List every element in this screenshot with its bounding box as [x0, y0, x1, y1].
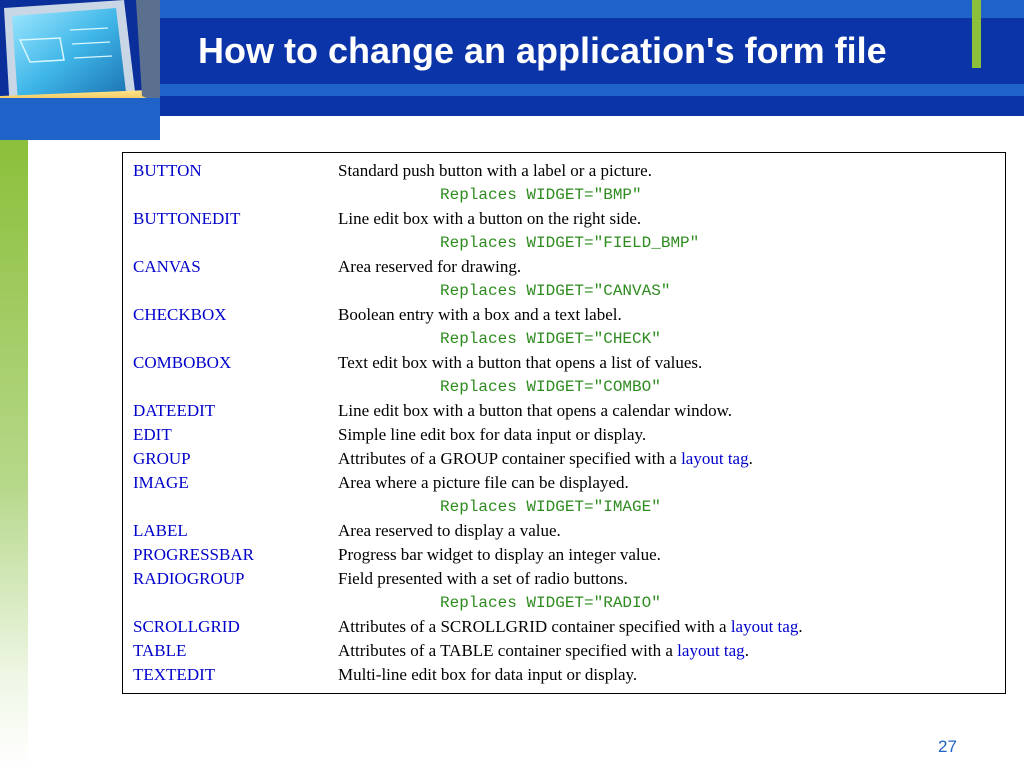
- widget-description: [338, 665, 637, 685]
- widget-entry: [133, 545, 995, 569]
- widget-entry: [133, 641, 995, 665]
- widget-row: [133, 161, 995, 185]
- widget-entry: [133, 401, 995, 425]
- widget-row: [133, 401, 995, 425]
- widget-description: [338, 401, 732, 421]
- widget-row: [133, 353, 995, 377]
- widget-entry: [133, 569, 995, 617]
- widget-name: PROGRESSBAR: [133, 545, 254, 564]
- widget-row: [133, 521, 995, 545]
- widget-row: [133, 641, 995, 665]
- widget-name: CANVAS: [133, 257, 201, 276]
- replaces-note: Replaces WIDGET="FIELD_BMP": [440, 234, 700, 252]
- widget-description: [338, 617, 803, 637]
- widget-entry: [133, 521, 995, 545]
- widget-description-text: Area where a picture file can be displayed.: [338, 473, 629, 492]
- widget-description: [338, 473, 629, 493]
- widget-description-text: Field presented with a set of radio buttons.: [338, 569, 628, 588]
- banner-corner-block: [0, 98, 160, 140]
- widget-name: SCROLLGRID: [133, 617, 240, 636]
- widget-description-end: .: [744, 641, 749, 660]
- widget-list: [133, 161, 995, 689]
- widget-description: [338, 545, 661, 565]
- replaces-note: Replaces WIDGET="BMP": [440, 186, 642, 204]
- layout-tag-link[interactable]: layout tag: [677, 641, 745, 660]
- widget-row: [133, 449, 995, 473]
- widget-description-text: Area reserved to display a value.: [338, 521, 561, 540]
- widget-name: LABEL: [133, 521, 188, 540]
- widget-description-text: Standard push button with a label or a picture.: [338, 161, 652, 180]
- widget-name: IMAGE: [133, 473, 189, 492]
- widget-name: COMBOBOX: [133, 353, 232, 372]
- widget-row: [133, 425, 995, 449]
- replaces-note: Replaces WIDGET="COMBO": [440, 378, 661, 396]
- widget-entry: [133, 425, 995, 449]
- widget-row: [133, 617, 995, 641]
- widget-row: [133, 665, 995, 689]
- page-number: 27: [938, 737, 957, 756]
- widget-description: [338, 641, 749, 661]
- widget-entry: [133, 665, 995, 689]
- widget-description-text: Boolean entry with a box and a text label.: [338, 305, 622, 324]
- widget-description-end: .: [798, 617, 803, 636]
- layout-tag-link[interactable]: layout tag: [681, 449, 749, 468]
- replaces-note: Replaces WIDGET="RADIO": [440, 594, 661, 612]
- widget-name: DATEEDIT: [133, 401, 216, 420]
- widget-row: [133, 569, 995, 593]
- widget-name: BUTTON: [133, 161, 202, 180]
- replaces-note: Replaces WIDGET="IMAGE": [440, 498, 661, 516]
- widget-description: [338, 161, 652, 181]
- widget-description-text: Line edit box with a button that opens a calendar window.: [338, 401, 733, 420]
- widget-description-text: Attributes of a GROUP container specified with a: [338, 449, 682, 468]
- widget-row: [133, 545, 995, 569]
- widget-description: [338, 305, 622, 325]
- widget-description-text: Multi-line edit box for data input or display.: [338, 665, 638, 684]
- widget-row: [133, 209, 995, 233]
- widget-name: TEXTEDIT: [133, 665, 216, 684]
- widget-description-text: Progress bar widget to display an integer value.: [338, 545, 661, 564]
- widget-name: TABLE: [133, 641, 187, 660]
- widget-description: [338, 569, 628, 589]
- widget-entry: [133, 305, 995, 353]
- replaces-note: Replaces WIDGET="CANVAS": [440, 282, 671, 300]
- widget-entry: [133, 473, 995, 521]
- widget-entry: [133, 209, 995, 257]
- widget-row: [133, 305, 995, 329]
- green-accent-bar: [972, 0, 981, 68]
- widget-description-text: Line edit box with a button on the right side.: [338, 209, 642, 228]
- left-green-sidebar: [0, 140, 28, 768]
- widget-description: [338, 425, 646, 445]
- widget-description: [338, 209, 641, 229]
- widget-name: EDIT: [133, 425, 172, 444]
- slide-title: How to change an application's form file: [198, 30, 887, 71]
- widget-entry: [133, 161, 995, 209]
- widget-list-box: [122, 152, 1006, 694]
- widget-description-text: Attributes of a SCROLLGRID container specified with a: [338, 617, 731, 636]
- widget-description-text: Text edit box with a button that opens a list of values.: [338, 353, 703, 372]
- widget-description: [338, 257, 521, 277]
- widget-entry: [133, 353, 995, 401]
- layout-tag-link[interactable]: layout tag: [730, 617, 799, 636]
- widget-entry: [133, 449, 995, 473]
- banner-bottom-stripe: [160, 84, 1024, 96]
- widget-description-text: Attributes of a TABLE container specified with a: [338, 641, 678, 660]
- widget-description: [338, 353, 702, 373]
- widget-name: CHECKBOX: [133, 305, 227, 324]
- widget-row: [133, 257, 995, 281]
- widget-row: [133, 473, 995, 497]
- widget-description-end: .: [748, 449, 753, 468]
- widget-name: GROUP: [133, 449, 191, 468]
- widget-description-text: Area reserved for drawing.: [338, 257, 522, 276]
- widget-description: [338, 449, 753, 469]
- widget-description-text: Simple line edit box for data input or display.: [338, 425, 647, 444]
- widget-description: [338, 521, 561, 541]
- banner-top-stripe: [160, 0, 1024, 18]
- widget-name: RADIOGROUP: [133, 569, 245, 588]
- widget-name: BUTTONEDIT: [133, 209, 241, 228]
- widget-entry: [133, 257, 995, 305]
- widget-entry: [133, 617, 995, 641]
- replaces-note: Replaces WIDGET="CHECK": [440, 330, 661, 348]
